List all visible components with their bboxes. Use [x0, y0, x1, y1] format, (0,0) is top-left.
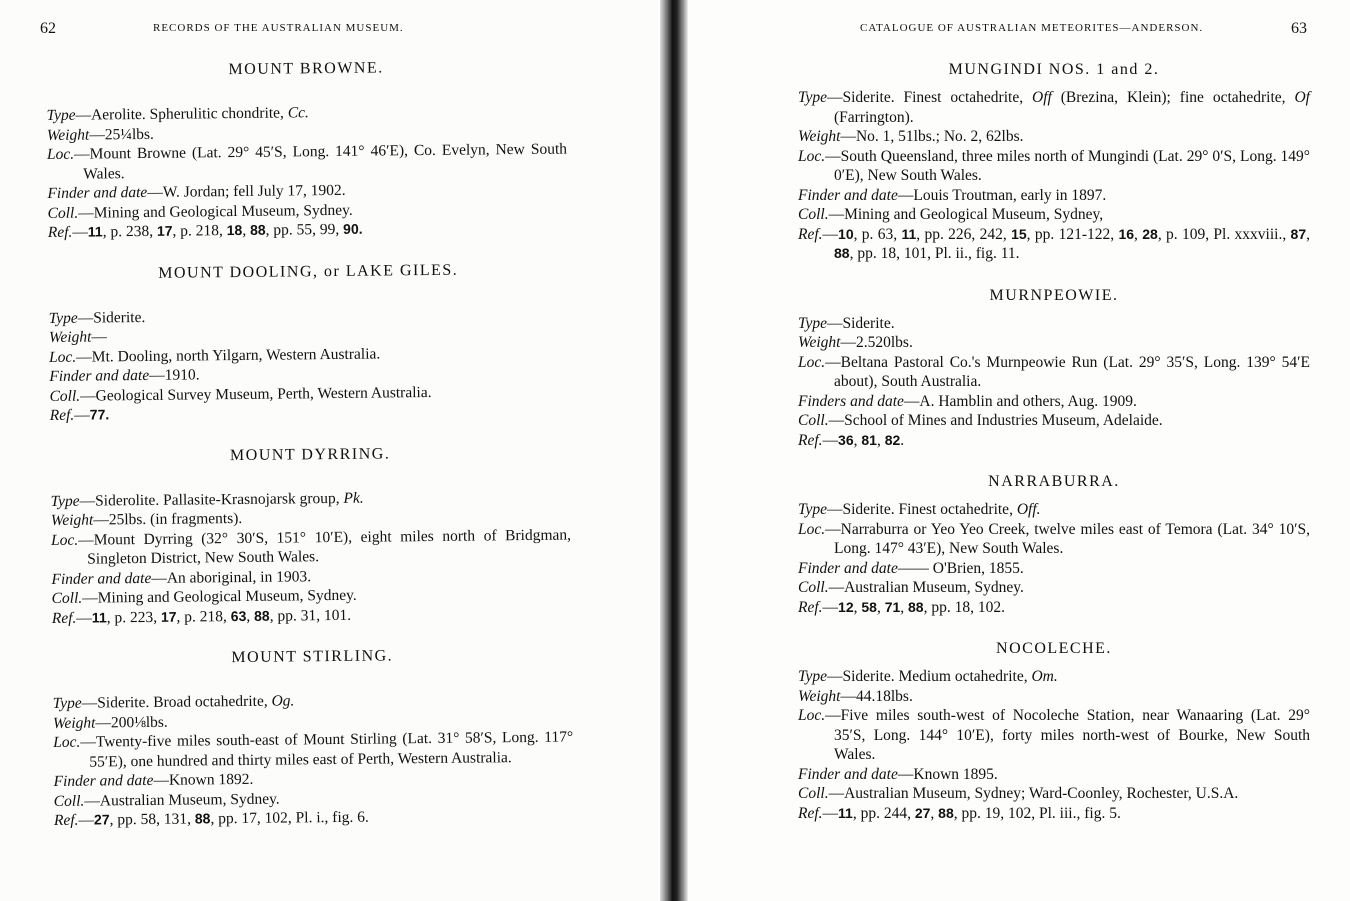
reference-number: 17: [156, 222, 173, 239]
field-text: —W. Jordan; fell July 17, 1902.: [147, 181, 346, 201]
field-label: Coll.: [798, 579, 829, 596]
reference-number: 12: [838, 598, 854, 615]
field-label: Weight: [798, 128, 841, 145]
field-label: Finder and date: [53, 771, 154, 790]
entry-field: [798, 804, 1310, 824]
book-gutter: [660, 0, 688, 901]
field-label: Loc.: [50, 531, 79, 549]
field-text: , p. 63,: [853, 225, 902, 243]
entry-field: [53, 728, 573, 772]
field-text: , pp. 58, 131,: [109, 810, 195, 829]
field-label: Finder and date: [49, 366, 150, 385]
entry-field: [798, 706, 1310, 765]
field-text: , pp. 17, 102, Pl. i., fig. 6.: [210, 808, 369, 828]
reference-number: 81: [861, 431, 877, 448]
reference-number: 15: [1011, 225, 1027, 242]
reference-number: 11: [901, 225, 917, 242]
field-label: Type: [52, 694, 82, 712]
field-label: Type: [798, 501, 827, 518]
field-label: Ref.: [798, 598, 823, 616]
reference-number: 88: [834, 245, 850, 261]
entry-field: [51, 525, 571, 569]
field-label: Weight: [798, 334, 841, 351]
field-text: ,: [876, 431, 885, 449]
field-label: Coll.: [798, 785, 829, 802]
field-text: —Australian Museum, Sydney; Ward-Coonley, Rochester, U.S.A.: [828, 785, 1239, 802]
field-text: ,: [242, 221, 251, 239]
field-label: Coll.: [49, 387, 81, 405]
field-text: —Siderite. Finest octahedrite,: [826, 501, 1017, 518]
field-text: Of: [1294, 89, 1310, 106]
reference-number: 27: [914, 804, 931, 821]
reference-number: 11: [838, 804, 853, 821]
entry-field: [798, 784, 1310, 804]
meteorite-entry: [798, 637, 1310, 823]
reference-number: 28: [1142, 225, 1158, 242]
reference-number: 88: [938, 804, 954, 821]
field-text: —— O'Brien, 1855.: [897, 559, 1024, 577]
reference-number: 11: [87, 223, 103, 240]
meteorite-entry: [798, 58, 1310, 264]
field-text: ,: [1134, 225, 1143, 243]
entry-field: [798, 225, 1310, 264]
field-text: —2.520lbs.: [840, 334, 913, 351]
left-page: [0, 0, 660, 901]
page-number: 62: [40, 20, 56, 37]
field-text: —Louis Troutman, early in 1897.: [897, 186, 1107, 204]
reference-number: 18: [226, 221, 243, 239]
reference-number: 10: [838, 225, 854, 242]
reference-number: 27: [93, 811, 110, 828]
entry-field: [798, 765, 1310, 785]
field-text: —Mining and Geological Museum, Sydney.: [82, 586, 357, 607]
reference-number: 16: [1118, 225, 1135, 242]
field-text: , p. 218,: [176, 607, 231, 626]
entry-field: [798, 392, 1310, 412]
field-label: Finder and date: [798, 765, 898, 783]
field-text: , pp. 55, 99,: [265, 220, 344, 239]
field-text: , pp. 244,: [852, 804, 915, 822]
reference-number: 63: [230, 607, 247, 624]
field-text: (Brezina, Klein); fine octahedrite,: [1051, 89, 1295, 106]
entry-field: [798, 578, 1310, 598]
field-label: Loc.: [53, 733, 81, 751]
entry-field: [48, 218, 568, 243]
field-text: —Five miles south-west of Nocoleche Station, near Wanaaring (Lat. 29° 35′S, Long. 144° 10′E), forty miles north-west of Bourke, New South Wales.: [825, 707, 1310, 763]
field-label: Finders and date: [798, 392, 904, 410]
field-label: Coll.: [51, 589, 83, 607]
field-text: Off.: [1016, 501, 1041, 518]
entry-field: [798, 88, 1310, 127]
entry-field: [798, 314, 1310, 334]
field-text: —Siderite. Medium octahedrite,: [826, 668, 1032, 685]
field-label: Type: [798, 314, 827, 332]
field-text: —Australian Museum, Sydney.: [828, 579, 1024, 596]
field-text: , pp. 31, 101.: [269, 606, 352, 625]
field-text: .: [900, 431, 905, 449]
field-label: Type: [798, 89, 827, 106]
field-label: Weight: [798, 687, 841, 705]
field-text: , pp. 19, 102, Pl. iii., fig. 5.: [953, 804, 1121, 822]
field-label: Finder and date: [798, 559, 898, 577]
field-text: ,: [930, 804, 939, 822]
field-text: —: [76, 609, 92, 627]
field-text: ,: [853, 598, 862, 616]
field-text: —Siderite.: [77, 308, 146, 327]
field-text: ,: [900, 598, 909, 616]
page-content: [46, 55, 574, 851]
field-label: Loc.: [798, 353, 826, 371]
meteorite-entry: [798, 284, 1310, 451]
entry-field: [798, 205, 1310, 225]
field-text: —Mining and Geological Museum, Sydney,: [828, 206, 1104, 223]
field-label: Loc.: [46, 145, 75, 163]
reference-number: 71: [884, 598, 901, 615]
field-text: , pp. 226, 242,: [916, 225, 1012, 243]
field-text: —: [822, 804, 839, 822]
entry-title: MOUNT DYRRING.: [229, 444, 391, 464]
entry-title: MOUNT DOOLING, or LAKE GILES.: [158, 261, 459, 282]
entry-title: MUNGINDI NOS. 1 and 2.: [948, 61, 1160, 78]
reference-number: 90.: [343, 220, 363, 237]
field-label: Loc.: [798, 520, 826, 538]
field-text: —Geological Survey Museum, Perth, Western Australia.: [80, 383, 432, 405]
field-text: —1910.: [149, 366, 200, 384]
field-text: —: [78, 811, 95, 829]
entry-field: [798, 431, 1310, 451]
field-label: Ref.: [798, 804, 823, 822]
page-content: [798, 58, 1310, 843]
entry-field: [798, 186, 1310, 206]
field-label: Loc.: [798, 147, 826, 165]
field-text: —: [74, 406, 90, 424]
field-text: , p. 218,: [172, 222, 227, 240]
field-label: Ref.: [49, 406, 75, 424]
reference-number: 82: [884, 431, 901, 448]
field-text: —200⅛lbs.: [95, 713, 168, 732]
field-text: , p. 223,: [106, 608, 162, 626]
field-text: —Known 1895.: [897, 765, 998, 783]
field-text: ,: [876, 598, 885, 616]
meteorite-entry: [52, 643, 574, 831]
field-text: —: [822, 431, 839, 449]
running-head: RECORDS OF THE AUSTRALIAN MUSEUM.: [153, 22, 404, 34]
meteorite-entry: [50, 440, 572, 628]
entry-title: NARRABURRA.: [988, 473, 1120, 490]
field-text: —Siderite. Finest octahedrite,: [826, 89, 1033, 106]
field-text: —South Queensland, three miles north of Mungindi (Lat. 29° 0′S, Long. 149° 0′E), New South Wales.: [825, 147, 1310, 184]
field-text: —Aerolite. Spherulitic chondrite,: [75, 104, 288, 124]
right-page: [688, 0, 1350, 901]
field-text: , pp. 18, 102.: [923, 598, 1005, 616]
field-label: Finder and date: [47, 183, 148, 202]
field-label: Weight: [46, 126, 90, 144]
field-label: Loc.: [49, 348, 77, 366]
field-label: Finder and date: [51, 569, 152, 588]
entry-field: [798, 520, 1310, 559]
reference-number: 88: [908, 598, 924, 615]
reference-number: 58: [861, 598, 877, 615]
field-text: —School of Mines and Industries Museum, Adelaide.: [828, 412, 1163, 429]
field-label: Type: [50, 492, 80, 510]
field-text: , pp. 18, 101, Pl. ii., fig. 11.: [849, 245, 1020, 262]
entry-field: [798, 353, 1310, 392]
field-label: Weight: [48, 328, 92, 346]
field-label: Type: [798, 668, 827, 685]
entry-field: [798, 687, 1310, 707]
meteorite-entry: [48, 257, 570, 425]
field-label: Coll.: [47, 204, 79, 222]
field-text: —: [72, 223, 88, 241]
reference-number: 88: [253, 607, 270, 624]
field-text: —Beltana Pastoral Co.'s Murnpeowie Run (Lat. 29° 35′S, Long. 139° 54′E about), South Australia.: [825, 353, 1310, 390]
field-text: Cc.: [287, 104, 309, 122]
entry-title: MOUNT STIRLING.: [231, 647, 394, 667]
field-text: —Mining and Geological Museum, Sydney.: [78, 201, 353, 222]
field-text: —: [822, 225, 839, 243]
field-label: Loc.: [798, 707, 826, 724]
page-number: 63: [1291, 20, 1307, 37]
entry-title: NOCOLECHE.: [996, 640, 1112, 657]
reference-number: 36: [838, 431, 854, 448]
field-label: Ref.: [51, 609, 77, 627]
entry-title: MURNPEOWIE.: [989, 286, 1119, 304]
field-text: , pp. 121-122,: [1026, 225, 1119, 243]
meteorite-entry: [798, 470, 1310, 617]
field-label: Coll.: [798, 206, 829, 223]
field-label: Coll.: [798, 412, 829, 429]
field-text: —25¼lbs.: [89, 125, 154, 144]
field-text: (Farrington).: [834, 108, 914, 126]
entry-field: [798, 667, 1310, 687]
field-text: ,: [1306, 225, 1310, 243]
entry-field: [798, 127, 1310, 147]
field-text: —44.18lbs.: [840, 687, 913, 705]
field-text: ,: [246, 607, 255, 625]
field-text: Off: [1032, 89, 1052, 106]
field-label: Weight: [50, 511, 94, 529]
entry-field: [798, 147, 1310, 186]
reference-number: 11: [91, 608, 107, 626]
reference-number: 88: [194, 810, 211, 827]
field-text: —Narraburra or Yeo Yeo Creek, twelve miles east of Temora (Lat. 34° 10′S, Long. 147° 43′E), New South Wales.: [825, 520, 1310, 557]
field-text: —: [822, 598, 839, 616]
reference-number: 17: [160, 608, 177, 625]
field-text: —: [91, 328, 107, 346]
field-text: —Siderolite. Pallasite-Krasnojarsk group,: [79, 489, 344, 510]
field-text: Pk.: [343, 489, 364, 507]
field-label: Ref.: [47, 223, 73, 241]
field-label: Type: [46, 106, 76, 124]
field-text: —Mount Browne (Lat. 29° 45′S, Long. 141° 46′E), Co. Evelyn, New South Wales.: [74, 140, 568, 183]
entry-field: [798, 411, 1310, 431]
field-text: —A. Hamblin and others, Aug. 1909.: [903, 392, 1137, 410]
field-label: Type: [48, 309, 78, 327]
field-text: —Australian Museum, Sydney.: [84, 790, 280, 810]
field-label: Ref.: [798, 225, 823, 243]
field-text: —Siderite. Broad octahedrite,: [81, 692, 272, 712]
field-text: , p. 238,: [102, 222, 157, 241]
field-text: , p. 109, Pl. xxxviii.,: [1157, 225, 1291, 243]
field-text: —Mount Dyrring (32° 30′S, 151° 10′E), eight miles north of Bridgman, Singleton District, New South Wales.: [78, 526, 572, 568]
field-text: Om.: [1031, 668, 1058, 685]
field-text: —Mt. Dooling, north Yilgarn, Western Australia.: [76, 345, 381, 366]
field-text: Og.: [271, 692, 295, 710]
field-text: —Siderite.: [826, 314, 895, 332]
field-label: Coll.: [53, 792, 85, 810]
entry-field: [798, 333, 1310, 353]
entry-field: [798, 559, 1310, 579]
field-label: Finder and date: [798, 186, 898, 204]
reference-number: 88: [249, 221, 266, 238]
field-label: Ref.: [798, 431, 823, 449]
field-text: —25lbs. (in fragments).: [93, 509, 243, 529]
field-text: ,: [853, 431, 862, 449]
field-text: —No. 1, 51lbs.; No. 2, 62lbs.: [840, 128, 1024, 145]
entry-title: MOUNT BROWNE.: [228, 59, 384, 79]
entry-field: [798, 500, 1310, 520]
meteorite-entry: [46, 55, 568, 243]
field-label: Weight: [52, 714, 96, 732]
reference-number: 77.: [89, 406, 110, 423]
field-text: —An aboriginal, in 1903.: [151, 567, 312, 587]
field-label: Ref.: [53, 811, 79, 829]
field-text: —Twenty-five miles south-east of Mount Stirling (Lat. 31° 58′S, Long. 117° 55′E), one hundred and thirty miles east of Perth, Western Australia.: [80, 728, 574, 771]
entry-field: [47, 140, 567, 184]
entry-field: [54, 806, 574, 831]
reference-number: 87: [1290, 225, 1307, 242]
entry-field: [798, 598, 1310, 618]
field-text: —Known 1892.: [153, 770, 254, 789]
running-head: CATALOGUE OF AUSTRALIAN METEORITES—ANDERSON.: [860, 22, 1204, 34]
